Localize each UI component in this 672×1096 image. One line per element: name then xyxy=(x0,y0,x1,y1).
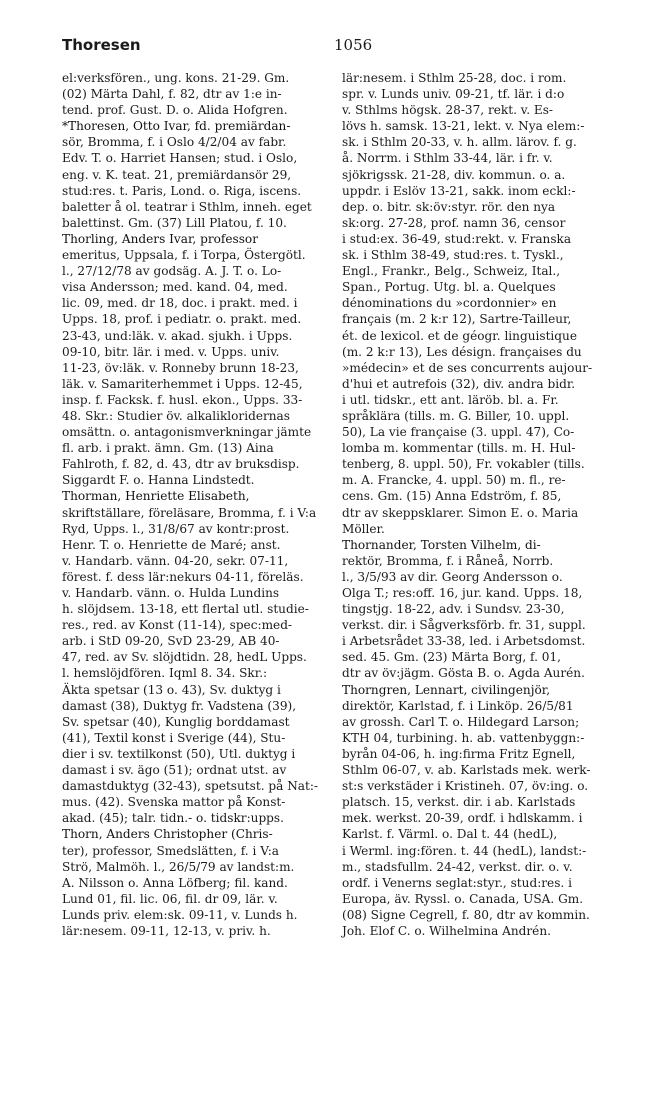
text-line: damastduktyg (32-43), spetsutst. på Nat:- xyxy=(62,779,319,794)
text-line: Henr. T. o. Henriette de Maré; anst. xyxy=(62,537,281,552)
text-line: visa Andersson; med. kand. 04, med. xyxy=(62,280,288,295)
text-line: dtr av öv:jägm. Gösta B. o. Agda Aurén. xyxy=(342,666,585,681)
text-line: Thornander, Torsten Vilhelm, di- xyxy=(342,537,541,552)
text-line: *Thoresen, Otto Ivar, fd. premiärdan- xyxy=(62,119,291,134)
text-line: damast i sv. ägo (51); ordnat utst. av xyxy=(62,763,287,778)
text-line: el:verksfören., ung. kons. 21-29. Gm. xyxy=(62,71,290,85)
text-line: skriftställare, föreläsare, Bromma, f. i V:a xyxy=(62,505,317,520)
text-line: m. A. Francke, 4. uppl. 50) m. fl., re- xyxy=(342,473,566,488)
text-line: Engl., Frankr., Belg., Schweiz, Ital., xyxy=(342,264,561,279)
text-line: stud:res. t. Paris, Lond. o. Riga, iscens. xyxy=(62,183,302,198)
text-line: damast (38), Duktyg fr. Vadstena (39), xyxy=(62,698,297,713)
text-line: i Werml. ing:fören. t. 44 (hedL), landst:- xyxy=(342,843,587,858)
text-line: dier i sv. textilkonst (50), Utl. duktyg i xyxy=(62,746,296,761)
text-line: Thorman, Henriette Elisabeth, xyxy=(62,489,250,504)
text-line: eng. v. K. teat. 21, premiärdansör 29, xyxy=(62,167,292,182)
text-line: Thorngren, Lennart, civilingenjör, xyxy=(342,682,551,697)
text-line: lic. 09, med. dr 18, doc. i prakt. med. i xyxy=(62,296,298,311)
text-line: 09-10, bitr. lär. i med. v. Upps. univ. xyxy=(62,344,280,359)
text-line: KTH 04, turbining. h. ab. vattenbyggn:- xyxy=(342,730,585,745)
text-line: uppdr. i Eslöv 13-21, sakk. inom eckl:- xyxy=(342,183,576,198)
text-line: res., red. av Konst (11-14), spec:med- xyxy=(62,618,293,633)
text-line: sör, Bromma, f. i Oslo 4/2/04 av fabr. xyxy=(62,135,287,150)
text-line: mus. (42). Svenska mattor på Konst- xyxy=(62,795,286,810)
left-column xyxy=(62,70,330,939)
text-line: français (m. 2 k:r 12), Sartre-Tailleur, xyxy=(342,312,572,327)
text-line: emeritus, Uppsala, f. i Torpa, Östergötl. xyxy=(62,248,306,263)
text-line: i utl. tidskr., ett ant. läröb. bl. a. Fr. xyxy=(342,392,559,407)
right-column xyxy=(342,70,612,939)
text-line: rektör, Bromma, f. i Råneå, Norrb. xyxy=(342,553,554,568)
text-line: Äkta spetsar (13 o. 43), Sv. duktyg i xyxy=(62,682,281,697)
text-line: Olga T.; res:off. 16, jur. kand. Upps. 18, xyxy=(342,586,583,600)
text-line: sed. 45. Gm. (23) Märta Borg, f. 01, xyxy=(342,650,561,665)
text-line: Edv. T. o. Harriet Hansen; stud. i Oslo, xyxy=(62,151,298,166)
text-line: 50), La vie française (3. uppl. 47), Co- xyxy=(342,425,575,440)
text-line: omsättn. o. antagonismverkningar jämte xyxy=(62,425,312,440)
text-line: sk:org. 27-28, prof. namn 36, censor xyxy=(342,215,566,230)
text-line: förest. f. dess lär:nekurs 04-11, föreläs. xyxy=(62,569,304,584)
text-line: å. Norrm. i Sthlm 33-44, lär. i fr. v. xyxy=(342,151,553,166)
text-line: l., 3/5/93 av dir. Georg Andersson o. xyxy=(342,569,563,584)
text-line: Strö, Malmöh. l., 26/5/79 av landst:m. xyxy=(62,859,295,874)
text-line: baletter å ol. teatrar i Sthlm, inneh. eget xyxy=(62,199,312,214)
text-line: Sv. spetsar (40), Kunglig borddamast xyxy=(62,714,290,729)
text-line: Karlst. f. Värml. o. Dal t. 44 (hedL), xyxy=(342,827,558,842)
text-line: mek. werkst. 20-39, ordf. i hdlskamm. i xyxy=(342,811,583,826)
text-line: 48. Skr.: Studier öv. alkalikloridernas xyxy=(62,408,290,423)
text-line: (02) Märta Dahl, f. 82, dtr av 1:e in- xyxy=(62,87,282,102)
text-line: Upps. 18, prof. i pediatr. o. prakt. med. xyxy=(62,312,302,327)
text-line: m., stadsfullm. 24-42, verkst. dir. o. v. xyxy=(342,859,573,874)
text-line: balettinst. Gm. (37) Lill Platou, f. 10. xyxy=(62,215,287,230)
text-line: Span., Portug. Utg. bl. a. Quelques xyxy=(342,280,556,295)
text-line: Europa, äv. Ryssl. o. Canada, USA. Gm. xyxy=(342,891,584,906)
text-line: läk. v. Samariterhemmet i Upps. 12-45, xyxy=(62,376,303,391)
text-line: i Arbetsrådet 33-38, led. i Arbetsdomst. xyxy=(342,634,586,649)
text-line: arb. i StD 09-20, SvD 23-29, AB 40- xyxy=(62,634,280,649)
text-line: lomba m. kommentar (tills. m. H. Hul- xyxy=(342,441,576,456)
text-line: »médecin» et de ses concurrents aujour- xyxy=(342,360,593,375)
text-line: Joh. Elof C. o. Wilhelmina Andrén. xyxy=(342,923,551,938)
text-line: insp. f. Facksk. f. husl. ekon., Upps. 33- xyxy=(62,392,303,407)
text-line: v. Handarb. vänn. 04-20, sekr. 07-11, xyxy=(62,553,289,568)
text-line: spr. v. Lunds univ. 09-21, tf. lär. i d:o xyxy=(342,87,565,102)
text-line: Thorn, Anders Christopher (Chris- xyxy=(62,827,273,842)
text-line: språklära (tills. m. G. Biller, 10. uppl. xyxy=(342,408,570,423)
text-line: h. slöjdsem. 13-18, ett flertal utl. studie- xyxy=(62,602,309,617)
text-line: tend. prof. Gust. D. o. Alida Hofgren. xyxy=(62,103,288,118)
text-line: st:s verkstäder i Kristineh. 07, öv:ing. o. xyxy=(342,779,589,794)
text-line: av grossh. Carl T. o. Hildegard Larson; xyxy=(342,714,580,729)
text-line: sjökrigssk. 21-28, div. kommun. o. a. xyxy=(342,167,566,182)
text-line: tenberg, 8. uppl. 50), Fr. vokabler (tills. xyxy=(342,457,585,472)
text-line: akad. (45); talr. tidn.- o. tidskr:upps. xyxy=(62,811,284,826)
text-line: v. Handarb. vänn. o. Hulda Lundins xyxy=(62,586,280,600)
text-line: Siggardt F. o. Hanna Lindstedt. xyxy=(62,473,255,488)
text-line: cens. Gm. (15) Anna Edström, f. 85, xyxy=(342,489,562,504)
text-line: direktör, Karlstad, f. i Linköp. 26/5/81 xyxy=(342,698,574,713)
text-line: dtr av skeppsklarer. Simon E. o. Maria xyxy=(342,505,579,520)
text-line: (08) Signe Cegrell, f. 80, dtr av kommin. xyxy=(342,907,590,922)
text-line: 23-43, und:läk. v. akad. sjukh. i Upps. xyxy=(62,328,293,343)
text-line: dénominations du »cordonnier» en xyxy=(342,296,557,311)
text-line: lövs h. samsk. 13-21, lekt. v. Nya elem:- xyxy=(342,119,585,134)
running-head: Thoresen xyxy=(62,36,141,54)
text-line: A. Nilsson o. Anna Löfberg; fil. kand. xyxy=(62,875,288,890)
text-line: verkst. dir. i Sågverksförb. fr. 31, suppl. xyxy=(342,618,586,633)
text-line: platsch. 15, verkst. dir. i ab. Karlstads xyxy=(342,795,576,810)
text-line: 47, red. av Sv. slöjdtidn. 28, hedL Upps. xyxy=(62,650,307,665)
text-line: (41), Textil konst i Sverige (44), Stu- xyxy=(62,730,286,745)
text-line: fl. arb. i prakt. ämn. Gm. (13) Aina xyxy=(62,441,274,456)
text-line: Lunds priv. elem:sk. 09-11, v. Lunds h. xyxy=(62,907,298,922)
page-number: 1056 xyxy=(334,36,373,54)
page-header xyxy=(62,36,624,58)
text-line: sk. i Sthlm 38-49, stud:res. t. Tyskl., xyxy=(342,248,564,263)
text-line: tingstjg. 18-22, adv. i Sundsv. 23-30, xyxy=(342,602,565,617)
text-line: ter), professor, Smedslätten, f. i V:a xyxy=(62,843,280,858)
text-line: (m. 2 k:r 13), Les désign. françaises du xyxy=(342,344,582,359)
text-line: ét. de lexicol. et de géogr. linguistique xyxy=(342,328,577,343)
text-line: sk. i Sthlm 20-33, v. h. allm. lärov. f. g. xyxy=(342,135,577,150)
text-line: d'hui et autrefois (32), div. andra bidr. xyxy=(342,376,576,391)
text-line: v. Sthlms högsk. 28-37, rekt. v. Es- xyxy=(342,103,554,118)
text-line: Lund 01, fil. lic. 06, fil. dr 09, lär. v. xyxy=(62,891,278,906)
text-line: lär:nesem. i Sthlm 25-28, doc. i rom. xyxy=(342,71,567,85)
text-line: ordf. i Venerns seglat:styr., stud:res. i xyxy=(342,875,572,890)
text-line: Ryd, Upps. l., 31/8/67 av kontr:prost. xyxy=(62,521,290,536)
text-line: l., 27/12/78 av godsäg. A. J. T. o. Lo- xyxy=(62,264,282,279)
text-line: 11-23, öv:läk. v. Ronneby brunn 18-23, xyxy=(62,360,299,375)
text-line: Sthlm 06-07, v. ab. Karlstads mek. werk- xyxy=(342,763,591,778)
text-line: Möller. xyxy=(342,521,385,536)
text-line: dep. o. bitr. sk:öv:styr. rör. den nya xyxy=(342,199,556,214)
text-line: lär:nesem. 09-11, 12-13, v. priv. h. xyxy=(62,923,271,938)
text-line: Fahlroth, f. 82, d. 43, dtr av bruksdisp. xyxy=(62,457,300,472)
text-line: i stud:ex. 36-49, stud:rekt. v. Franska xyxy=(342,231,572,246)
text-line: byrån 04-06, h. ing:firma Fritz Egnell, xyxy=(342,746,576,761)
text-line: l. hemslöjdfören. Iqml 8. 34. Skr.: xyxy=(62,666,268,681)
text-line: Thorling, Anders Ivar, professor xyxy=(62,231,258,246)
